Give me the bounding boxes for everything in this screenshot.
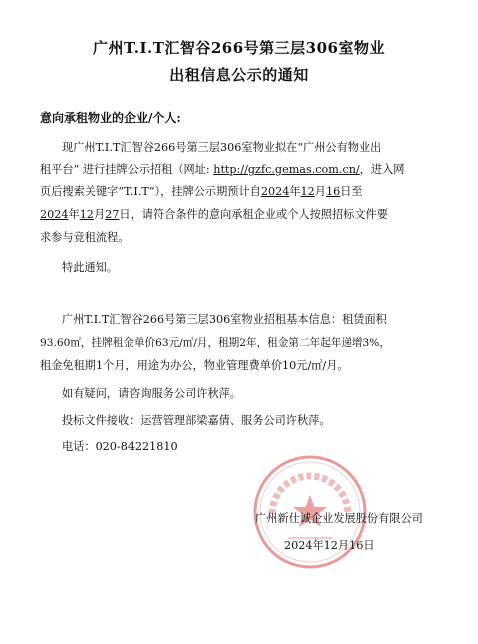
- paragraph1-line3-text: 页后搜索关键字“T.I.T”），挂牌公示期预计自: [40, 185, 261, 198]
- end-month: 12: [79, 208, 94, 221]
- submission-text: 投标文件接收：运营管理部梁嘉倩、服务公司许秋萍。: [62, 414, 331, 427]
- paragraph1-line2-tail: ，进入网: [359, 163, 405, 176]
- paragraph2-line2: 93.60㎡，挂牌租金单价63元/㎡/月，租期2年，租金第二年起年递增3%，: [40, 337, 390, 349]
- paragraph2-line3: 租金免租期1个月，用途为办公，物业管理费单价10元/㎡/月。: [40, 359, 349, 372]
- start-day: 16: [325, 185, 341, 198]
- start-year-unit: 年: [289, 185, 301, 198]
- phone-text: 电话：020-84221810: [62, 440, 178, 453]
- paragraph2-line1: 广州T.I.T汇智谷266号第三层306室物业招租基本信息：租赁面积: [62, 313, 387, 326]
- paragraph1-line4: [40, 208, 388, 222]
- paragraph1-line2-text: 租平台” 进行挂牌公示招租（网址:: [40, 163, 214, 176]
- salutation: 意向承租物业的企业/个人:: [40, 111, 181, 125]
- signature-date: 2024年12月16日: [284, 539, 375, 552]
- paragraph1-line3: [40, 185, 363, 199]
- paragraph1-line2: [40, 163, 404, 177]
- inquiry-text: 如有疑问，请咨询服务公司许秋萍。: [62, 387, 242, 400]
- start-year: 2024: [260, 185, 290, 198]
- end-day: 27: [105, 208, 120, 221]
- end-month-unit: 月: [93, 208, 106, 221]
- end-year-unit: 年: [68, 208, 80, 221]
- signature-company: 广州新仕诚企业发展股份有限公司: [255, 512, 423, 525]
- paragraph1-line5: 求参与竞租流程。: [40, 231, 130, 244]
- website-link[interactable]: http://gzfc.gemas.com.cn/: [213, 163, 360, 176]
- document-title-line2: 出租信息公示的通知: [169, 66, 309, 84]
- paragraph1-line1: 现广州T.I.T汇智谷266号第三层306室物业拟在“广州公有物业出: [62, 141, 382, 154]
- start-day-unit: 日至: [340, 185, 363, 198]
- paragraph1-line4-tail: 日，请符合条件的意向承租企业或个人按照招标文件要: [119, 208, 388, 221]
- start-month-unit: 月: [314, 185, 326, 198]
- document-title-line1: 广州T.I.T汇智谷266号第三层306室物业: [93, 39, 385, 57]
- special-notice: 特此通知。: [62, 261, 118, 274]
- end-year: 2024: [40, 208, 69, 221]
- start-month: 12: [300, 185, 315, 198]
